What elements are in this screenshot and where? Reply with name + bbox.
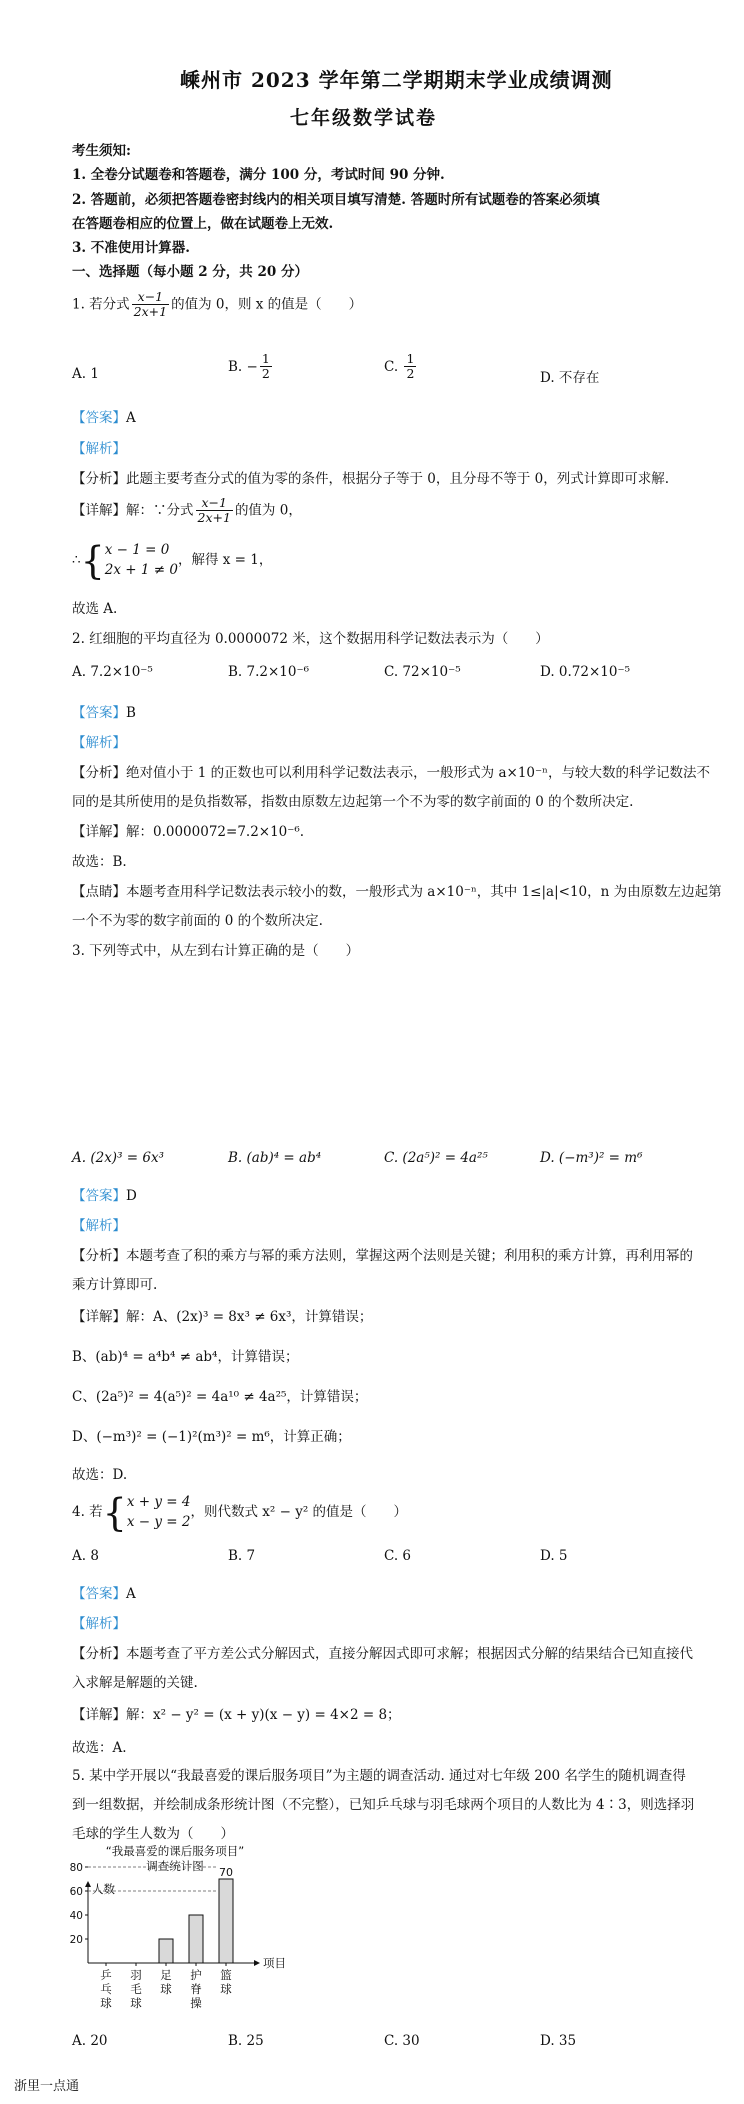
- q4-option-a[interactable]: A. 8: [72, 1548, 99, 1564]
- q2-option-b[interactable]: B. 7.2×10⁻⁶: [228, 664, 309, 680]
- question-5-stem: 毛球的学生人数为（ ）: [72, 1826, 234, 1842]
- x-axis-label: 项目: [263, 1956, 286, 1970]
- q3-detail-c: C、(2a⁵)² = 4(a⁵)² = 4a¹⁰ ≠ 4a²⁵，计算错误；: [72, 1389, 368, 1405]
- q4-answer: 【答案】A: [72, 1586, 136, 1602]
- q1-pre: 1. 若分式: [72, 296, 130, 313]
- q3-conclusion: 故选：D.: [72, 1467, 128, 1483]
- page-subtitle: 七年级数学试卷: [290, 107, 438, 129]
- q2-fenxi: 【分析】绝对值小于 1 的正数也可以利用科学记数法表示，一般形式为 a×10⁻ⁿ，与较大数的科学记数法不: [72, 765, 710, 781]
- x-tick-label: 护脊操: [190, 1968, 202, 2010]
- q1-option-d[interactable]: D. 不存在: [540, 370, 600, 386]
- question-4-stem: 4. 若{ x + y = 4 x − y = 2 ，则代数式 x² − y² 的值是（ ）: [72, 1490, 408, 1535]
- notice-item: 2. 答题前，必须把答题卷密封线内的相关项目填写清楚. 答题时所有试题卷的答案必须填: [72, 192, 600, 208]
- y-axis-label: 人数: [92, 1882, 115, 1896]
- x-tick-label: 足球: [160, 1968, 172, 1996]
- question-5-stem: 5. 某中学开展以“我最喜爱的课后服务项目”为主题的调查活动. 通过对七年级 200 名学生的随机调查得: [72, 1768, 686, 1784]
- q2-conclusion: 故选：B.: [72, 854, 127, 870]
- notice-item: 1. 全卷分试题卷和答题卷，满分 100 分，考试时间 90 分钟.: [72, 167, 445, 183]
- q1-post: 的值为 0，则 x 的值是（ ）: [171, 296, 363, 313]
- q4-fenxi: 【分析】本题考查了平方差公式分解因式，直接分解因式即可求解；根据因式分解的结果结合已知直接代: [72, 1646, 693, 1662]
- q2-answer: 【答案】B: [72, 705, 136, 721]
- chart-subtitle: 调查统计图: [146, 1859, 204, 1873]
- notice-item: 在答题卷相应的位置上，做在试题卷上无效.: [72, 216, 334, 232]
- q4-detail: 【详解】解：x² − y² = (x + y)(x − y) = 4×2 = 8；: [72, 1707, 401, 1723]
- q4-option-b[interactable]: B. 7: [228, 1548, 256, 1564]
- q1-option-c[interactable]: C. $\frac{1}{2}$: [384, 351, 415, 382]
- q5-option-c[interactable]: C. 30: [384, 2033, 420, 2049]
- q3-option-c[interactable]: C. (2a⁵)² = 4a²⁵: [384, 1150, 488, 1166]
- q3-detail-b: B、(ab)⁴ = a⁴b⁴ ≠ ab⁴，计算错误；: [72, 1349, 299, 1365]
- q5-option-b[interactable]: B. 25: [228, 2033, 264, 2049]
- q3-option-d[interactable]: D. (−m³)² = m⁶: [540, 1150, 643, 1166]
- q1-option-b[interactable]: B. − $\frac{1}{2}$: [228, 351, 270, 382]
- q5-option-d[interactable]: D. 35: [540, 2033, 577, 2049]
- q2-dianjing: 【点睛】本题考查用科学记数法表示较小的数，一般形式为 a×10⁻ⁿ，其中 1≤|a|<10，n 为由原数左边起第: [72, 884, 722, 900]
- q3-option-a[interactable]: A. (2x)³ = 6x³: [72, 1150, 164, 1166]
- question-5-stem: 到一组数据，并绘制成条形统计图（不完整），已知乒乓球与羽毛球两个项目的人数比为 4∶3，则选择羽: [72, 1797, 695, 1813]
- y-tick-label: 60: [69, 1886, 83, 1898]
- q1-answer: 【答案】A: [72, 410, 136, 426]
- footer-watermark: 浙里一点通: [14, 2079, 80, 2094]
- q3-answer: 【答案】D: [72, 1188, 137, 1204]
- notice-item: 3. 不准使用计算器.: [72, 240, 190, 256]
- q4-option-c[interactable]: C. 6: [384, 1548, 412, 1564]
- notice-heading: 考生须知:: [72, 143, 131, 159]
- q3-fenxi: 乘方计算即可.: [72, 1277, 158, 1293]
- q3-option-b[interactable]: B. (ab)⁴ = ab⁴: [228, 1150, 322, 1166]
- q1-fenxi: 【分析】此题主要考查分式的值为零的条件，根据分子等于 0，且分母不等于 0，列式计算即可求解.: [72, 471, 670, 487]
- section-heading: 一、选择题（每小题 2 分，共 20 分）: [72, 264, 308, 280]
- q2-analysis-label: 【解析】: [72, 735, 126, 751]
- x-tick-label: 乒乓球: [100, 1968, 112, 2010]
- question-1-stem: [72, 290, 362, 320]
- question-2-stem: 2. 红细胞的平均直径为 0.0000072 米，这个数据用科学记数法表示为（ ）: [72, 631, 549, 647]
- bar-chart: [60, 1843, 290, 2018]
- bar: [189, 1915, 203, 1963]
- y-tick-label: 80: [69, 1862, 83, 1874]
- bar-data-label: 70: [219, 1866, 233, 1879]
- q3-detail-d: D、(−m³)² = (−1)²(m³)² = m⁶，计算正确；: [72, 1429, 351, 1445]
- q1-detail: 【详解】解：∵分式 $\frac{x-1}{2x+1}$ 的值为 0，: [72, 495, 302, 526]
- y-tick-label: 20: [69, 1934, 83, 1946]
- q2-dianjing: 一个不为零的数字前面的 0 的个数所决定.: [72, 913, 323, 929]
- q2-option-d[interactable]: D. 0.72×10⁻⁵: [540, 664, 631, 680]
- q1-analysis-label: 【解析】: [72, 441, 126, 457]
- y-tick-label: 40: [69, 1910, 83, 1922]
- question-3-stem: 3. 下列等式中，从左到右计算正确的是（ ）: [72, 943, 360, 959]
- q1-conclusion: 故选 A.: [72, 601, 118, 617]
- q4-analysis-label: 【解析】: [72, 1616, 126, 1632]
- q1-fraction: $\frac{x-1}{2x+1}$: [133, 289, 168, 320]
- q1-system: ∴{ x − 1 = 0 2x + 1 ≠ 0 ，解得 x = 1，: [72, 538, 273, 583]
- q4-conclusion: 故选：A.: [72, 1740, 127, 1756]
- q3-fenxi: 【分析】本题考查了积的乘方与幂的乘方法则，掌握这两个法则是关键；利用积的乘方计算，再利用幂的: [72, 1248, 693, 1264]
- x-tick-label: 羽毛球: [130, 1968, 142, 2010]
- q3-analysis-label: 【解析】: [72, 1218, 126, 1234]
- bar: [159, 1939, 173, 1963]
- q3-detail-a: 【详解】解：A、(2x)³ = 8x³ ≠ 6x³，计算错误；: [72, 1309, 373, 1325]
- q1-option-a[interactable]: A. 1: [72, 366, 99, 382]
- chart-title: “我最喜爱的课后服务项目”: [105, 1844, 245, 1858]
- q2-fenxi: 同的是其所使用的是负指数幂，指数由原数左边起第一个不为零的数字前面的 0 的个数所决定.: [72, 794, 634, 810]
- q2-option-a[interactable]: A. 7.2×10⁻⁵: [72, 664, 153, 680]
- x-axis-arrow: [254, 1960, 260, 1966]
- y-axis-arrow: [85, 1881, 91, 1887]
- bar: [219, 1879, 233, 1963]
- x-tick-label: 篮球: [220, 1968, 232, 1996]
- page-title: 嵊州市 2023 学年第二学期期末学业成绩调测: [180, 68, 613, 92]
- q5-option-a[interactable]: A. 20: [72, 2033, 108, 2049]
- q4-fenxi: 入求解是解题的关键.: [72, 1675, 198, 1691]
- q2-option-c[interactable]: C. 72×10⁻⁵: [384, 664, 461, 680]
- q2-detail: 【详解】解：0.0000072=7.2×10⁻⁶.: [72, 824, 305, 840]
- q4-option-d[interactable]: D. 5: [540, 1548, 568, 1564]
